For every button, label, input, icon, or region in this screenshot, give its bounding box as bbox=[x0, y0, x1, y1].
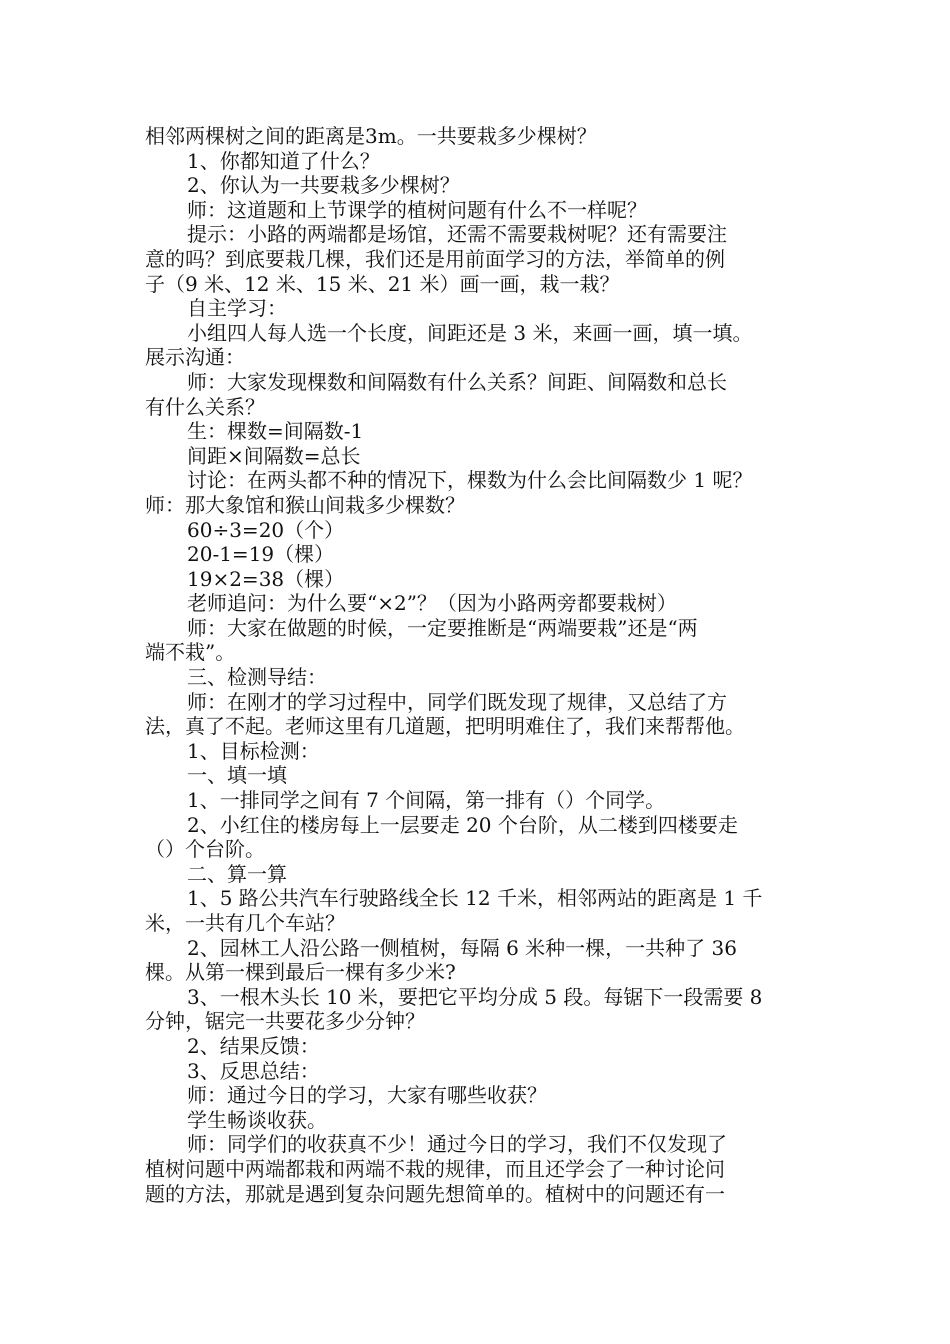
text-line: 2、你认为一共要栽多少棵树？ bbox=[187, 173, 460, 198]
text-line: 3、反思总结： bbox=[187, 1058, 320, 1083]
text-line: 小组四人每人选一个长度，间距还是 3 米，来画一画，填一填。 bbox=[187, 320, 753, 345]
text-line: 二、算一算 bbox=[187, 861, 287, 886]
text-line: 米，一共有几个车站？ bbox=[145, 911, 345, 935]
text-line: 师：在刚才的学习过程中，同学们既发现了规律，又总结了方 bbox=[187, 689, 727, 714]
paragraph bbox=[145, 1059, 825, 1084]
text-line: 19×2=38（棵） bbox=[187, 566, 345, 591]
paragraph bbox=[145, 493, 825, 518]
paragraph bbox=[145, 936, 825, 985]
text-line: 分钟，锯完一共要花多少分钟？ bbox=[145, 1009, 425, 1034]
text-line: 间距×间隔数=总长 bbox=[187, 443, 361, 468]
paragraph bbox=[145, 788, 825, 813]
paragraph bbox=[145, 591, 825, 616]
paragraph bbox=[145, 886, 825, 935]
paragraph bbox=[145, 321, 825, 346]
paragraph bbox=[145, 124, 825, 149]
text-line: 2、小红住的楼房每上一层要走 20 个台阶，从二楼到四楼要走 bbox=[187, 812, 738, 837]
paragraph bbox=[145, 370, 825, 419]
text-line: 生：棵数=间隔数-1 bbox=[187, 419, 364, 444]
paragraph bbox=[145, 173, 825, 198]
paragraph bbox=[145, 542, 825, 567]
text-line: 讨论：在两头都不种的情况下，棵数为什么会比间隔数少 1 呢？ bbox=[187, 468, 753, 493]
text-line: 三、检测导结： bbox=[187, 665, 327, 690]
text-line: 自主学习： bbox=[187, 296, 287, 321]
text-line: 法，真了不起。老师这里有几道题，把明明难住了，我们来帮帮他。 bbox=[145, 714, 745, 739]
paragraph bbox=[145, 813, 825, 862]
text-line: 题的方法，那就是遇到复杂问题先想简单的。植树中的问题还有一 bbox=[145, 1181, 725, 1206]
paragraph bbox=[145, 419, 825, 444]
paragraph bbox=[145, 567, 825, 592]
paragraph bbox=[145, 739, 825, 764]
paragraph bbox=[145, 1132, 825, 1206]
text-line: 棵。从第一棵到最后一棵有多少米? bbox=[145, 960, 456, 985]
paragraph bbox=[145, 518, 825, 543]
text-line: 端不栽”。 bbox=[145, 640, 236, 665]
paragraph bbox=[145, 444, 825, 469]
text-line: 师：这道题和上节课学的植树问题有什么不一样呢？ bbox=[187, 197, 647, 222]
paragraph bbox=[145, 1108, 825, 1133]
text-line: 师：大家在做题的时候，一定要推断是“两端要栽”还是“两 bbox=[187, 615, 698, 640]
paragraph bbox=[145, 763, 825, 788]
text-line: 60÷3=20（个） bbox=[187, 517, 345, 542]
text-line: 2、园林工人沿公路一侧植树，每隔 6 米种一棵，一共种了 36 bbox=[187, 935, 737, 960]
text-line: 意的吗？到底要栽几棵，我们还是用前面学习的方法，举简单的例 bbox=[145, 246, 725, 271]
text-line: 一、填一填 bbox=[187, 763, 287, 788]
paragraph bbox=[145, 149, 825, 174]
paragraph bbox=[145, 616, 825, 665]
paragraph bbox=[145, 345, 825, 370]
text-line: 师：那大象馆和猴山间栽多少棵数？ bbox=[145, 492, 465, 517]
text-line: 子（9 米、12 米、15 米、21 米）画一画，栽一栽？ bbox=[145, 271, 620, 296]
text-line: 植树问题中两端都栽和两端不栽的规律，而且还学会了一种讨论问 bbox=[145, 1156, 725, 1181]
text-line: 师：通过今日的学习，大家有哪些收获？ bbox=[187, 1083, 547, 1108]
text-line: 师：同学们的收获真不少！通过今日的学习，我们不仅发现了 bbox=[187, 1132, 727, 1157]
text-line: 1、一排同学之间有 7 个间隔，第一排有（）个同学。 bbox=[187, 788, 666, 813]
text-line: 2、结果反馈： bbox=[187, 1033, 320, 1058]
paragraph bbox=[145, 665, 825, 690]
paragraph bbox=[145, 690, 825, 739]
text-line: 3、一根木头长 10 米，要把它平均分成 5 段。每锯下一段需要 8 bbox=[187, 984, 763, 1009]
text-line: 提示：小路的两端都是场馆，还需不需要栽树呢？还有需要注 bbox=[187, 222, 727, 247]
document-page bbox=[145, 124, 825, 1206]
text-line: 学生畅谈收获。 bbox=[187, 1107, 327, 1132]
text-line: （）个台阶。 bbox=[145, 837, 265, 862]
text-line: 20-1=19（棵） bbox=[187, 542, 335, 567]
paragraph bbox=[145, 296, 825, 321]
paragraph bbox=[145, 222, 825, 296]
text-line: 1、目标检测： bbox=[187, 738, 320, 763]
paragraph bbox=[145, 1083, 825, 1108]
text-line: 相邻两棵树之间的距离是3m。一共要栽多少棵树？ bbox=[145, 124, 597, 148]
paragraph bbox=[145, 985, 825, 1034]
text-line: 展示沟通： bbox=[145, 345, 245, 370]
text-line: 有什么关系？ bbox=[145, 394, 265, 419]
paragraph bbox=[145, 198, 825, 223]
text-line: 1、5 路公共汽车行驶路线全长 12 千米，相邻两站的距离是 1 千 bbox=[187, 886, 763, 911]
text-line: 1、你都知道了什么？ bbox=[187, 148, 380, 173]
text-line: 师：大家发现棵数和间隔数有什么关系？间距、间隔数和总长 bbox=[187, 369, 727, 394]
text-line: 老师追问：为什么要“×2”？（因为小路两旁都要栽树） bbox=[187, 591, 677, 616]
paragraph bbox=[145, 862, 825, 887]
paragraph bbox=[145, 468, 825, 493]
paragraph bbox=[145, 1034, 825, 1059]
